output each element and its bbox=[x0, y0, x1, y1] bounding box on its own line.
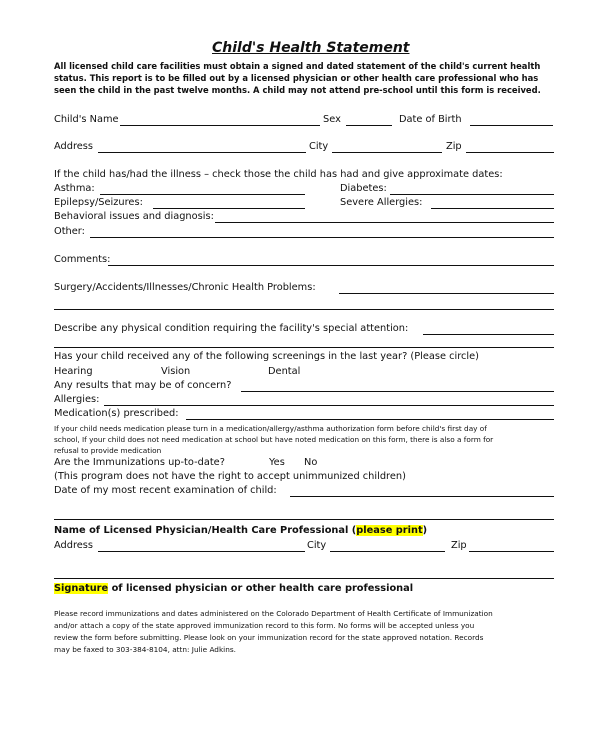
city-label: City bbox=[309, 141, 329, 152]
behavioral-input[interactable] bbox=[215, 222, 554, 223]
physician-zip-label: Zip bbox=[451, 540, 467, 551]
intro-line-1: All licensed child care facilities must obtain a signed and dated statement of the child's current health bbox=[54, 61, 541, 71]
concern-input[interactable] bbox=[241, 391, 554, 392]
allergies-input[interactable] bbox=[104, 405, 554, 406]
footer-line-3: review the form before submitting. Please look on your immunization record for the state approved notation. Records bbox=[54, 633, 484, 642]
childs-name-input[interactable] bbox=[120, 125, 320, 126]
physician-zip-input[interactable] bbox=[469, 551, 554, 552]
physician-address-label: Address bbox=[54, 540, 94, 551]
dental-option[interactable]: Dental bbox=[268, 366, 301, 377]
concern-label: Any results that may be of concern? bbox=[54, 380, 232, 391]
intro-line-3: seen the child in the past twelve months. A child may not attend pre-school until this form is received. bbox=[54, 85, 541, 95]
section-divider bbox=[54, 519, 554, 520]
surgery-input-continued[interactable] bbox=[54, 309, 554, 310]
diabetes-label: Diabetes: bbox=[340, 183, 387, 194]
childs-name-label: Child's Name bbox=[54, 114, 119, 125]
special-attention-input-continued[interactable] bbox=[54, 347, 554, 348]
comments-label: Comments: bbox=[54, 254, 111, 265]
form-title: Child's Health Statement bbox=[212, 40, 410, 56]
allergies-label: Allergies: bbox=[54, 394, 100, 405]
address-label: Address bbox=[54, 141, 94, 152]
signature-line[interactable] bbox=[54, 578, 554, 579]
surgery-input[interactable] bbox=[339, 293, 554, 294]
illness-heading: If the child has/had the illness – check those the child has had and give approximate dates: bbox=[54, 169, 503, 180]
exam-date-label: Date of my most recent examination of child: bbox=[54, 485, 277, 496]
med-note-line-3: refusal to provide medication bbox=[54, 446, 162, 455]
hearing-option[interactable]: Hearing bbox=[54, 366, 93, 377]
dob-label: Date of Birth bbox=[399, 114, 462, 125]
physician-city-input[interactable] bbox=[330, 551, 445, 552]
med-note-line-2: school, If your child does not need medication at school but have noted medication on this form, there is also a form for bbox=[54, 435, 494, 444]
immunizations-question: Are the Immunizations up-to-date? bbox=[54, 457, 225, 468]
immunization-note: (This program does not have the right to accept unimmunized children) bbox=[54, 471, 406, 482]
footer-line-1: Please record immunizations and dates administered on the Colorado Department of Health Certificate of Immunization bbox=[54, 609, 493, 618]
screenings-question: Has your child received any of the following screenings in the last year? (Please circle) bbox=[54, 351, 480, 362]
severe-allergies-input[interactable] bbox=[431, 208, 554, 209]
epilepsy-label: Epilepsy/Seizures: bbox=[54, 197, 143, 208]
sex-input[interactable] bbox=[346, 125, 392, 126]
surgery-label: Surgery/Accidents/Illnesses/Chronic Health Problems: bbox=[54, 282, 316, 293]
signature-highlight: Signature bbox=[54, 583, 109, 594]
no-option[interactable]: No bbox=[304, 457, 318, 468]
footer-line-4: may be faxed to 303-384-8104, attn: Julie Adkins. bbox=[54, 645, 236, 654]
address-input[interactable] bbox=[98, 152, 306, 153]
medication-input[interactable] bbox=[186, 419, 554, 420]
sex-label: Sex bbox=[323, 114, 341, 125]
intro-line-2: status. This report is to be filled out by a licensed physician or other health care professional who has bbox=[54, 73, 539, 83]
med-note-line-1: If your child needs medication please turn in a medication/allergy/asthma authorization form before child's first day of bbox=[54, 424, 487, 433]
asthma-label: Asthma: bbox=[54, 183, 95, 194]
other-input[interactable] bbox=[90, 237, 554, 238]
yes-option[interactable]: Yes bbox=[269, 457, 285, 468]
physician-city-label: City bbox=[307, 540, 327, 551]
other-label: Other: bbox=[54, 226, 85, 237]
exam-date-input[interactable] bbox=[290, 496, 554, 497]
please-print-highlight: please print bbox=[356, 525, 423, 536]
special-attention-input[interactable] bbox=[423, 334, 554, 335]
dob-input[interactable] bbox=[470, 125, 553, 126]
city-input[interactable] bbox=[332, 152, 442, 153]
behavioral-label: Behavioral issues and diagnosis: bbox=[54, 211, 214, 222]
physician-address-input[interactable] bbox=[98, 551, 305, 552]
severe-allergies-label: Severe Allergies: bbox=[340, 197, 423, 208]
special-attention-label: Describe any physical condition requiring the facility's special attention: bbox=[54, 323, 409, 334]
footer-line-2: and/or attach a copy of the state approved immunization record to this form. No forms will be accepted unless you bbox=[54, 621, 475, 630]
comments-input[interactable] bbox=[108, 265, 554, 266]
epilepsy-input[interactable] bbox=[153, 208, 305, 209]
vision-option[interactable]: Vision bbox=[161, 366, 191, 377]
zip-input[interactable] bbox=[466, 152, 554, 153]
physician-name-label: Name of Licensed Physician/Health Care Professional (please print) bbox=[54, 525, 428, 536]
signature-label: Signature of licensed physician or other health care professional bbox=[54, 583, 414, 594]
zip-label: Zip bbox=[446, 141, 462, 152]
asthma-input[interactable] bbox=[100, 194, 305, 195]
medication-label: Medication(s) prescribed: bbox=[54, 408, 179, 419]
diabetes-input[interactable] bbox=[390, 194, 554, 195]
